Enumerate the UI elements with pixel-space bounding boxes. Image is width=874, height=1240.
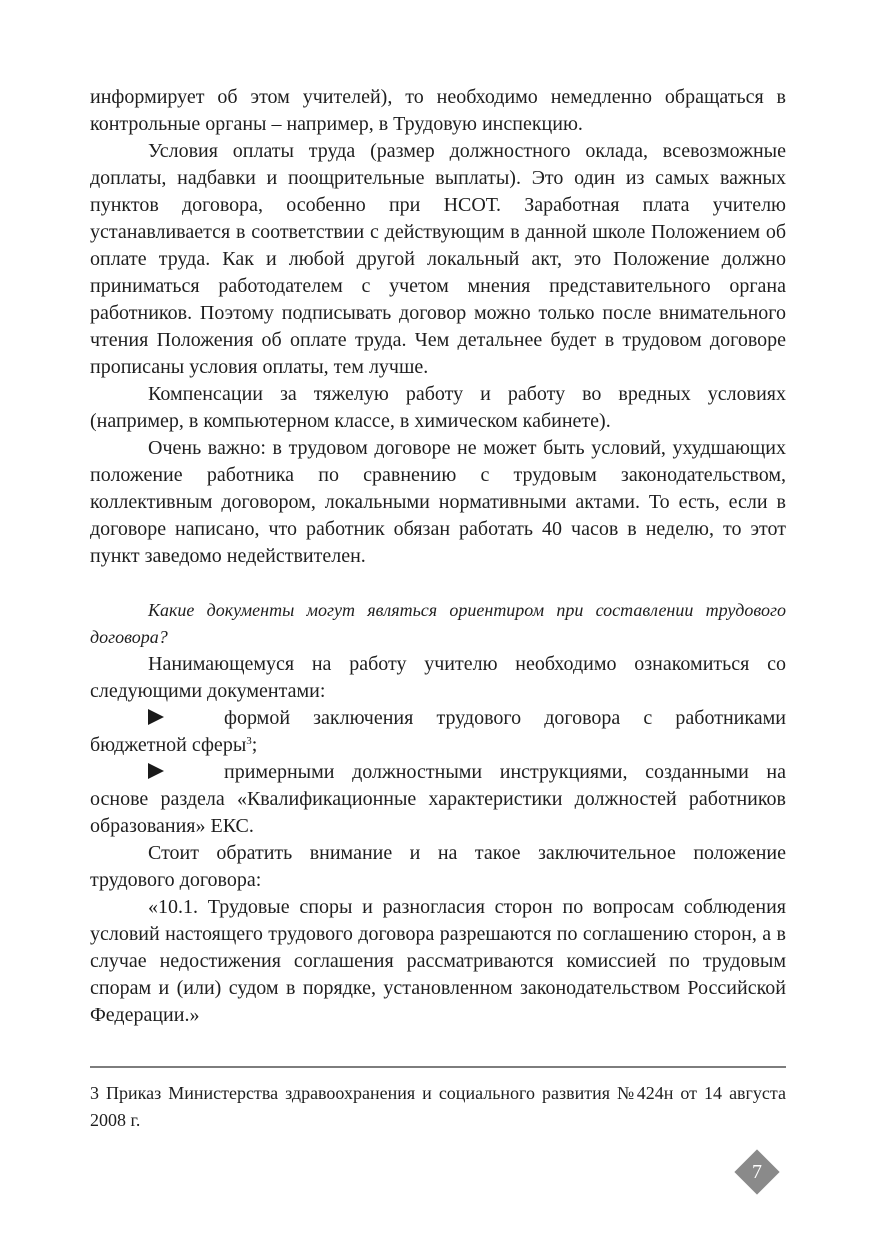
paragraph: Стоит обратить внимание и на такое заключительное положение трудового договора: xyxy=(90,842,786,891)
page-number: 7 xyxy=(752,1161,762,1183)
paragraph: информирует об этом учителей), то необходимо немедленно обращаться в контрольные органы – например, в Трудовую инспекцию. xyxy=(90,86,786,135)
page-body xyxy=(90,84,786,1029)
list-item xyxy=(90,705,786,759)
list-item-punct: ; xyxy=(251,734,258,756)
paragraph: Очень важно: в трудовом договоре не может быть условий, ухудшающих положение работника по сравнению с трудовым законодательством, коллективным договором, локальными нормативными актами. То есть, если в договоре написано, что работник обязан работать 40 часов в неделю, то этот пункт заведомо недействителен. xyxy=(90,437,786,567)
section-question: Какие документы могут являться ориентиром при составлении трудового договора? xyxy=(90,600,786,647)
list-item-text: формой заключения трудового договора с работниками бюджетной сферы xyxy=(90,707,786,756)
page-number-badge xyxy=(733,1148,781,1196)
quote-paragraph: «10.1. Трудовые споры и разногласия сторон по вопросам соблюдения условий настоящего трудового договора разрешаются по соглашению сторон, а в случае недостижения соглашения рассматриваются комиссией по трудовым спорам и (или) судом в порядке, установленном законодательством Российской Федерации.» xyxy=(90,896,786,1026)
paragraph: Условия оплаты труда (размер должностного оклада, всевозможные доплаты, надбавки и поощрительные выплаты). Это один из самых важных пунктов договора, особенно при НСОТ. Заработная плата учителю устанавливается в соответствии с действующим в данной школе Положением об оплате труда. Как и любой другой локальный акт, это Положение должно приниматься работодателем с учетом мнения представительного органа работников. Поэтому подписывать договор можно только после внимательного чтения Положения об оплате труда. Чем детальнее будет в трудовом договоре прописаны условия оплаты, тем лучше. xyxy=(90,140,786,378)
footnote-divider xyxy=(90,1066,786,1068)
triangle-right-icon xyxy=(148,763,164,779)
triangle-right-icon xyxy=(148,709,164,725)
footnote: 3 Приказ Министерства здравоохранения и социального развития №424н от 14 августа 2008 г. xyxy=(90,1083,786,1130)
bullet-icon xyxy=(148,705,224,732)
bullet-icon xyxy=(148,759,224,786)
list-item xyxy=(90,759,786,840)
paragraph: Компенсации за тяжелую работу и работу во вредных условиях (например, в компьютерном классе, в химическом кабинете). xyxy=(90,383,786,432)
footnote-reference[interactable]: 3 xyxy=(246,735,252,747)
paragraph: Нанимающемуся на работу учителю необходимо ознакомиться со следующими документами: xyxy=(90,653,786,702)
list-item-text: примерными должностными инструкциями, созданными на основе раздела «Квалификационные характеристики должностей работников образования» ЕКС. xyxy=(90,761,786,837)
